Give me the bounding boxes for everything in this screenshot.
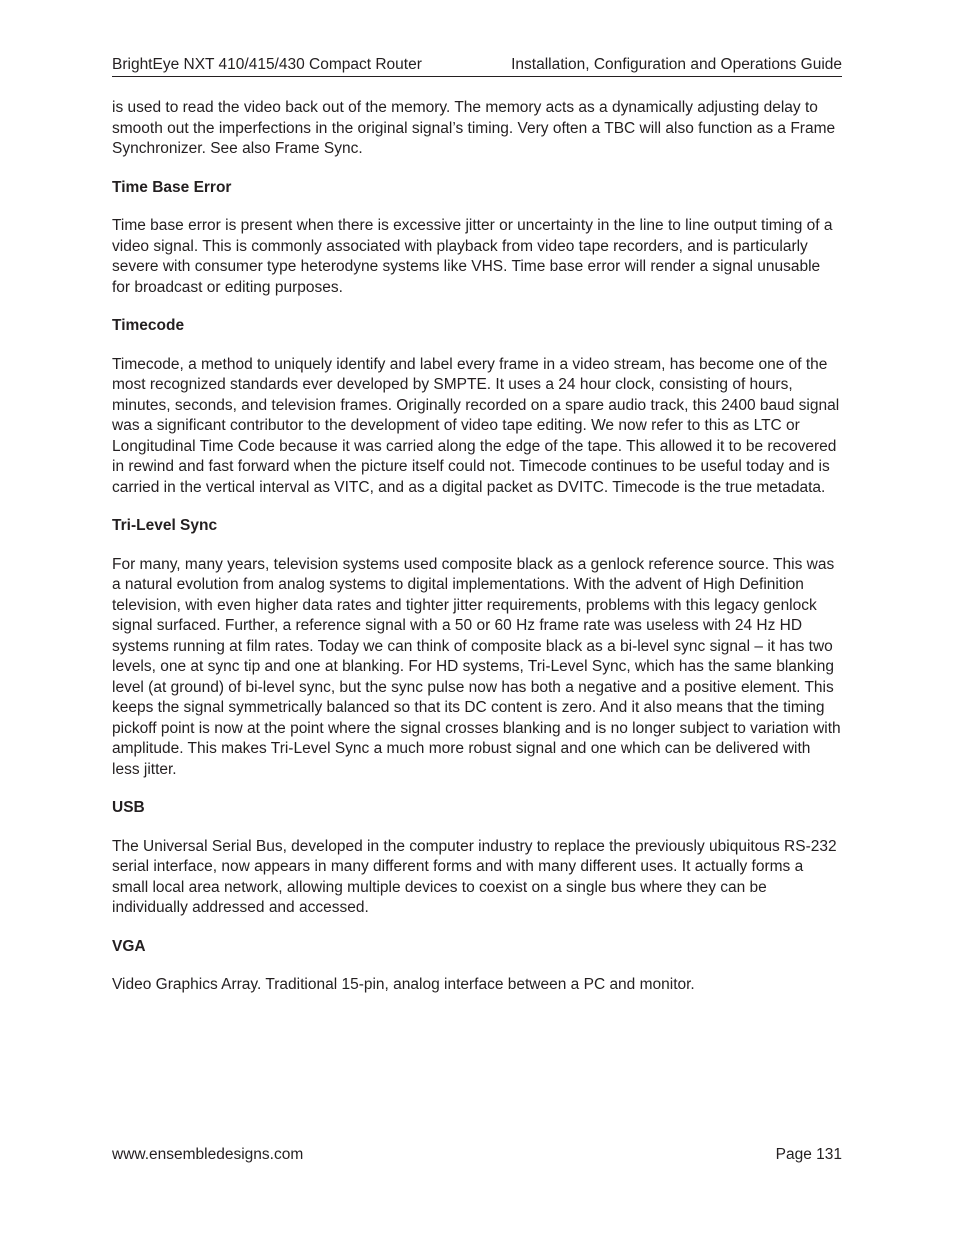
section-body: Video Graphics Array. Traditional 15-pin, analog interface between a PC and monitor. xyxy=(112,976,695,993)
section-heading: USB xyxy=(112,799,145,816)
section-heading: Timecode xyxy=(112,317,185,334)
section-heading: Tri-Level Sync xyxy=(112,517,218,534)
page-content xyxy=(112,98,842,1014)
section-vga xyxy=(112,937,842,996)
section-body: Time base error is present when there is excessive jitter or uncertainty in the line to line output timing of a video signal. This is commonly associated with playback from video tape recorders, and is particularly severe with consumer type heterodyne systems like VHS. Time base error will render a signal unusable for broadcast or editing purposes. xyxy=(112,217,833,296)
intro-paragraph: is used to read the video back out of the memory. The memory acts as a dynamically adjusting delay to smooth out the imperfections in the original signal’s timing. Very often a TBC will also function as a Frame Synchronizer. See also Frame Sync. xyxy=(112,99,836,157)
section-heading: VGA xyxy=(112,937,146,955)
section-body: For many, many years, television systems used composite black as a genlock reference source. This was a natural evolution from analog systems to digital implementations. With the advent of High Definition television, with even higher data rates and tighter jitter requirements, problems with this legacy genlock signal surfaced. Further, a reference signal with a 50 or 60 Hz frame rate was useless with 24 Hz HD systems running at film rates. Today we can think of composite black as a bi-level sync signal – it has two levels, one at sync tip and one at blanking. For HD systems, Tri-Level Sync, which has the same blanking level (at ground) of bi-level sync, but the sync pulse now has both a negative and a positive element. This keeps the signal symmetrically balanced so that its DC content is zero. And it also means that the timing pickoff point is now at the point where the signal crosses blanking and is no longer subject to variation with amplitude. This makes Tri-Level Sync a much more robust signal and one which can be delivered with less jitter. xyxy=(112,555,841,778)
header-guide-title: Installation, Configuration and Operations Guide xyxy=(511,56,842,73)
footer-page-number: Page 131 xyxy=(775,1146,842,1163)
section-usb xyxy=(112,798,842,919)
page-header xyxy=(112,54,842,77)
header-product-title: BrightEye NXT 410/415/430 Compact Router xyxy=(112,56,422,73)
section-body: Timecode, a method to uniquely identify and label every frame in a video stream, has become one of the most recognized standards ever developed by SMPTE. It uses a 24 hour clock, consisting of hours, minutes, seconds, and television frames. Originally recorded on a spare audio track, this 2400 baud signal was a significant contributor to the development of video tape editing. We now refer to this as LTC or Longitudinal Time Code because it was carried along the edge of the tape. This allowed it to be recovered in rewind and fast forward when the picture itself could not. Timecode continues to be useful today and is carried in the vertical interval as VITC, and as a digital packet as DVITC. Timecode is the true metadata. xyxy=(112,355,840,496)
footer-website-link[interactable]: www.ensembledesigns.com xyxy=(112,1146,304,1163)
section-body: The Universal Serial Bus, developed in the computer industry to replace the previously ubiquitous RS-232 serial interface, now appears in many different forms and with many different uses. It actually forms a small local area network, allowing multiple devices to coexist on a single bus where they can be individually addressed and accessed. xyxy=(112,837,837,916)
section-heading: Time Base Error xyxy=(112,178,232,196)
section-timecode xyxy=(112,316,842,498)
section-tri-level-sync xyxy=(112,516,842,780)
section-time-base-error xyxy=(112,178,842,299)
